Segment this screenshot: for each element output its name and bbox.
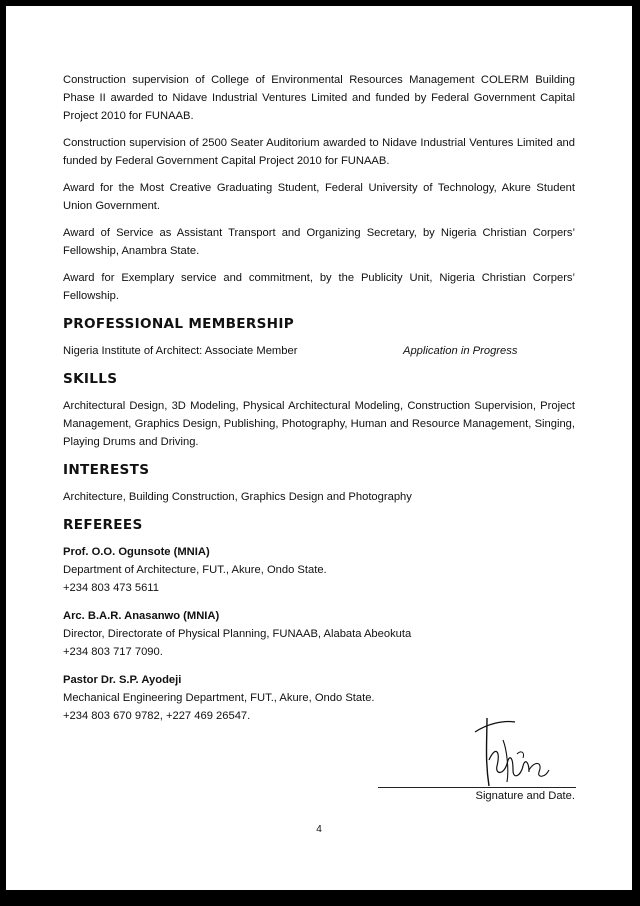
handwritten-signature-icon	[473, 710, 553, 790]
skills-text: Architectural Design, 3D Modeling, Physical Architectural Modeling, Construction Supervision, Project Management, Graphics Design, Publishing, Photography, Human and Resource Management, Singing, Playing Drums and Driving.	[63, 400, 575, 448]
award-paragraph: Award for Exemplary service and commitment, by the Publicity Unit, Nigeria Christian Corpers’ Fellowship.	[63, 272, 575, 302]
referee-address: Director, Directorate of Physical Planning, FUNAAB, Alabata Abeokuta	[63, 628, 412, 640]
membership-heading: PROFESSIONAL MEMBERSHIP	[63, 316, 294, 332]
referee-entry	[63, 607, 575, 661]
referee-phone: +234 803 717 7090.	[63, 646, 163, 658]
document-page	[6, 6, 632, 890]
interests-heading: INTERESTS	[63, 462, 150, 478]
membership-status: Application in Progress	[403, 345, 518, 357]
referee-name: Arc. B.A.R. Anasanwo (MNIA)	[63, 610, 220, 622]
award-paragraph: Construction supervision of 2500 Seater Auditorium awarded to Nidave Industrial Ventures Limited and funded by Federal Government Capital Project 2010 for FUNAAB.	[63, 137, 575, 167]
signature-block	[378, 710, 578, 810]
membership-row	[63, 342, 575, 360]
award-paragraph: Award of Service as Assistant Transport and Organizing Secretary, by Nigeria Christian Corpers’ Fellowship, Anambra State.	[63, 227, 575, 257]
award-paragraph: Construction supervision of College of Environmental Resources Management COLERM Building Phase II awarded to Nidave Industrial Ventures Limited and funded by Federal Government Capital Project 2010 for FUNAAB.	[63, 74, 575, 122]
referee-phone: +234 803 473 5611	[63, 582, 159, 594]
signature-label: Signature and Date.	[475, 790, 575, 802]
referee-address: Mechanical Engineering Department, FUT., Akure, Ondo State.	[63, 692, 375, 704]
signature-line	[378, 787, 576, 788]
referee-address: Department of Architecture, FUT., Akure, Ondo State.	[63, 564, 327, 576]
page-content	[63, 71, 575, 735]
membership-item: Nigeria Institute of Architect: Associate Member	[63, 345, 298, 357]
referee-name: Prof. O.O. Ogunsote (MNIA)	[63, 546, 210, 558]
referees-heading: REFEREES	[63, 517, 143, 533]
award-paragraph: Award for the Most Creative Graduating Student, Federal University of Technology, Akure Student Union Government.	[63, 182, 575, 212]
referee-phone: +234 803 670 9782, +227 469 26547.	[63, 710, 251, 722]
page-number: 4	[316, 824, 322, 835]
skills-heading: SKILLS	[63, 371, 118, 387]
referee-name: Pastor Dr. S.P. Ayodeji	[63, 674, 182, 686]
interests-text: Architecture, Building Construction, Graphics Design and Photography	[63, 491, 412, 503]
referee-entry	[63, 543, 575, 597]
